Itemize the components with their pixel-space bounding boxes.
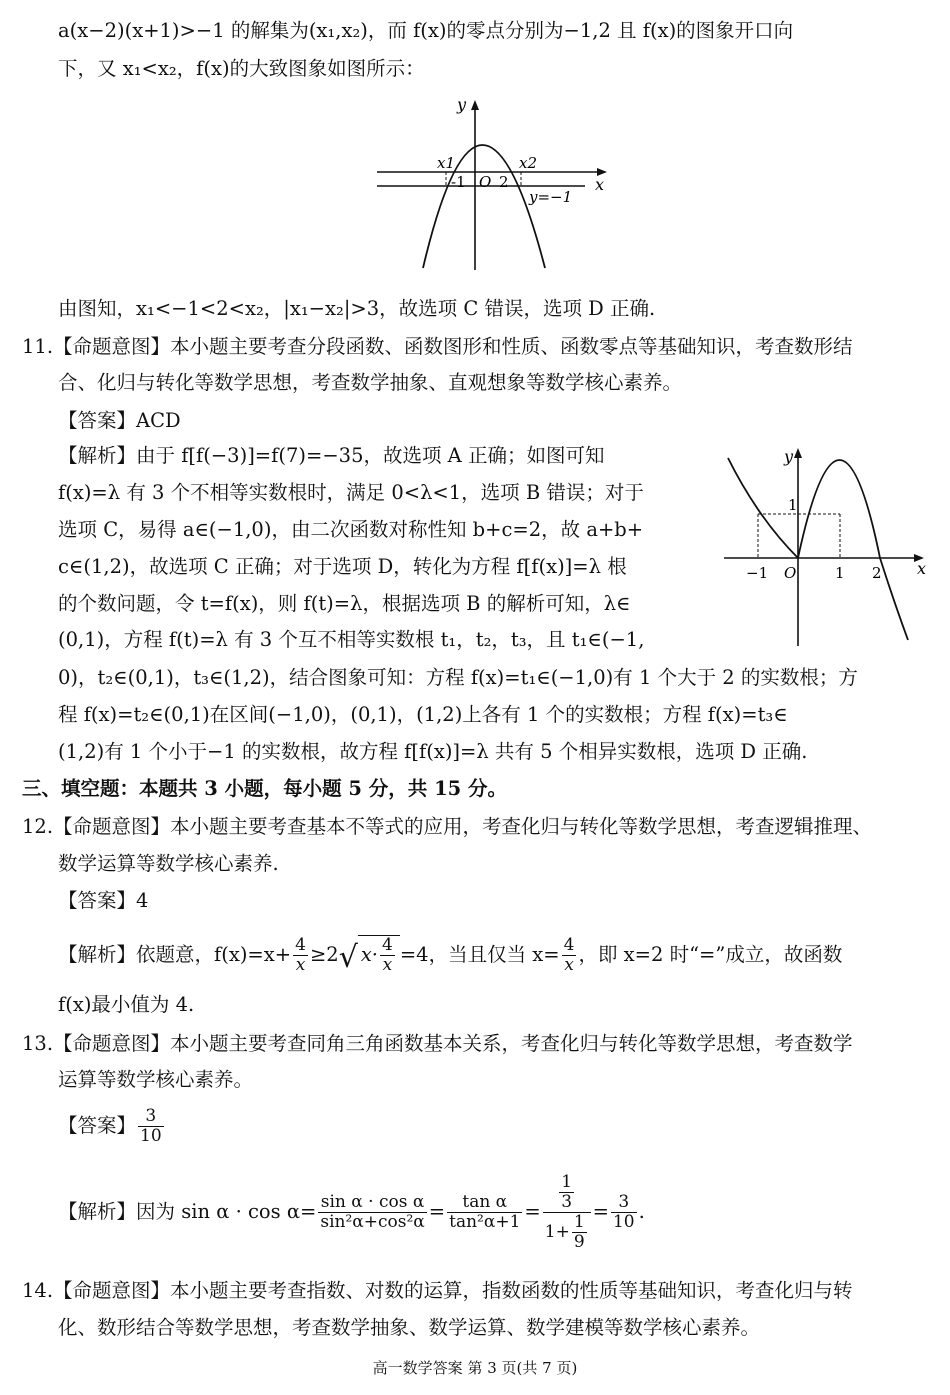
fraction: $\frac{4}{x}$: [563, 935, 575, 975]
fraction: $\frac{3}{10}$: [140, 1106, 162, 1146]
text-line: (0,1)，方程 f(t)=λ 有 3 个互不相等实数根 t₁，t₂，t₃，且 t₁∈(−1,: [58, 628, 645, 651]
text-segment: 【答案】: [58, 1114, 137, 1137]
fraction: $\frac{\text{sin α · cos α}}{\text{sin²α+cos²α}}$: [320, 1192, 425, 1232]
label-x1: x1: [437, 154, 456, 172]
text-segment: 【解析】依题意，f(x)=x+: [58, 943, 292, 966]
label-line-y-neg1: y=−1: [529, 188, 573, 206]
tick-label-x-1: 1: [835, 564, 845, 582]
q12-intent: 12.【命题意图】本小题主要考查基本不等式的应用，考查化归与转化等数学思想，考查逻辑推理、: [22, 815, 873, 838]
fraction: $\frac{\text{tan α}}{\text{tan²α+1}}$: [449, 1192, 521, 1232]
text-line: 的个数问题，令 t=f(x)，则 f(t)=λ，根据选项 B 的解析可知，λ∈: [58, 592, 631, 615]
piecewise-graph: [718, 440, 933, 650]
text-line: 数学运算等数学核心素养.: [58, 852, 279, 875]
sqrt: x· $\frac{4}{x}$: [358, 935, 400, 975]
label-neg1: -1: [451, 173, 466, 191]
text-line: 程 f(x)=t₂∈(0,1)在区间(−1,0)，(0,1)，(1,2)上各有 1 个的实数根；方程 f(x)=t₃∈: [58, 703, 788, 726]
q13-answer: [58, 1104, 928, 1148]
text-line: 选项 C，易得 a∈(−1,0)，由二次函数对称性知 b+c=2，故 a+b+: [58, 518, 644, 541]
tick-label-neg1: −1: [746, 564, 769, 582]
q11-answer: 【答案】ACD: [58, 409, 181, 432]
text-segment: ，即 x=2 时“=”成立，故函数: [578, 943, 843, 966]
q12-solution: 【解析】依题意，f(x)=x+ $\frac{4}{x}$ ≥2√ x· $\frac{4}{x}$ =4，当且仅当 x= $\frac{4}{x}$ ，即 x=2 时“=”成立，故函数: [58, 935, 843, 975]
text-line: f(x)=λ 有 3 个不相等实数根时，满足 0<λ<1，选项 B 错误；对于: [58, 481, 644, 504]
label-x2: x2: [519, 154, 538, 172]
q14-intent: 14.【命题意图】本小题主要考查指数、对数的运算，指数函数的性质等基础知识，考查化归与转: [22, 1279, 853, 1302]
q12-answer: 【答案】4: [58, 889, 149, 912]
origin-label: O: [479, 173, 492, 191]
text-line: c∈(1,2)，故选项 C 正确；对于选项 D，转化为方程 f[f(x)]=λ 根: [58, 555, 627, 578]
tick-label-y-1: 1: [788, 496, 798, 514]
text-line: (1,2)有 1 个小于−1 的实数根，故方程 f[f(x)]=λ 共有 5 个相异实数根，选项 D 正确.: [58, 740, 808, 763]
text-segment: ≥2: [309, 943, 339, 966]
q13-solution: 【解析】因为 sin α · cos α= $\frac{\text{sin α · cos α}}{\text{sin²α+cos²α}}$ = $\frac{\text{tan α}}{\text{tan²α+1}}$ = $\frac{1}{3}$ 1+ $\frac{1}{9}$ = $\frac{3}{10}$ .: [58, 1172, 645, 1252]
text-line: 下，又 x₁<x₂，f(x)的大致图象如图所示：: [58, 57, 425, 80]
complex-fraction: $\frac{1}{3}$ 1+ $\frac{1}{9}$: [543, 1173, 591, 1252]
text-line: 0)，t₂∈(0,1)，t₃∈(1,2)，结合图象可知：方程 f(x)=t₁∈(−1,0)有 1 个大于 2 的实数根；方: [58, 666, 858, 689]
text-line: f(x)最小值为 4.: [58, 993, 195, 1016]
section-heading: 三、填空题：本题共 3 小题，每小题 5 分，共 15 分。: [22, 777, 508, 800]
text-line: 【解析】由于 f[f(−3)]=f(7)=−35，故选项 A 正确；如图可知: [58, 444, 605, 467]
text-line: 化、数形结合等数学思想，考查数学抽象、数学运算、数学建模等数学核心素养。: [58, 1316, 761, 1339]
axis-label-x: x: [595, 175, 605, 194]
label-2: 2: [499, 173, 509, 191]
text-segment: =4，当且仅当 x=: [399, 943, 560, 966]
page-footer: 高一数学答案 第 3 页(共 7 页): [372, 1359, 578, 1377]
fraction: $\frac{4}{x}$: [295, 935, 306, 975]
text-line: 由图知，x₁<−1<2<x₂，|x₁−x₂|>3，故选项 C 错误，选项 D 正确.: [58, 297, 656, 320]
parabola-graph: [373, 92, 613, 272]
text-segment: 【解析】因为 sin α · cos α=: [58, 1200, 317, 1223]
axis-label-y: y: [457, 95, 467, 114]
text-line: 运算等数学核心素养。: [58, 1068, 254, 1091]
origin-label: O: [784, 564, 797, 582]
axis-label-x: x: [917, 559, 927, 578]
fraction: $\frac{3}{10}$: [612, 1192, 635, 1232]
q11-intent: 11.【命题意图】本小题主要考查分段函数、函数图形和性质、函数零点等基础知识，考查数形结: [22, 335, 853, 358]
tick-label-x-2: 2: [872, 564, 882, 582]
axis-label-y: y: [784, 447, 794, 466]
q13-intent: 13.【命题意图】本小题主要考查同角三角函数基本关系，考查化归与转化等数学思想，考查数学: [22, 1032, 853, 1055]
text-line: 合、化归与转化等数学思想，考查数学抽象、直观想象等数学核心素养。: [58, 371, 683, 394]
text-line: a(x−2)(x+1)>−1 的解集为(x₁,x₂)，而 f(x)的零点分别为−1,2 且 f(x)的图象开口向: [58, 19, 794, 42]
